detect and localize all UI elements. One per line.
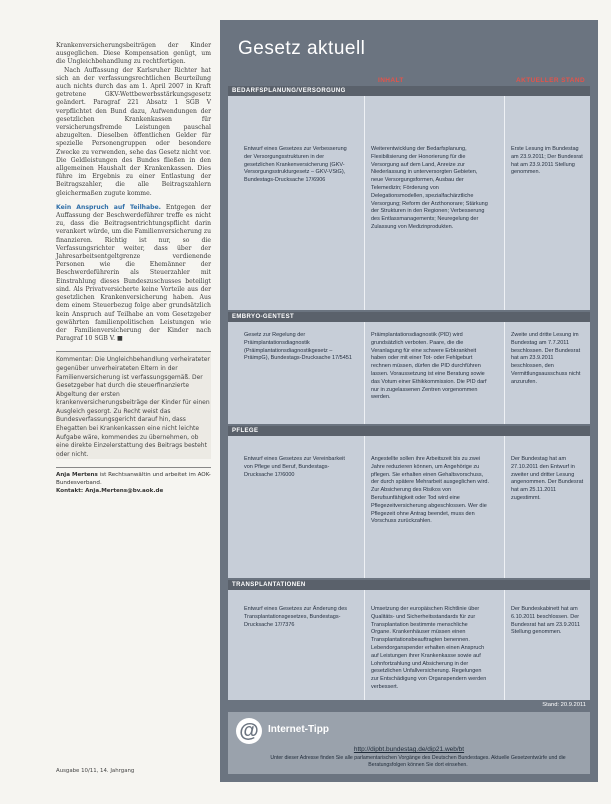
- stand-date: Stand: 20.9.2011: [542, 702, 586, 708]
- section-heading: PFLEGE: [228, 426, 590, 436]
- law-status: Zweite und dritte Lesung im Bundestag am 7.7.2011 beschlossen. Der Bundesrat hat am 23.9.2011 beschlossen, den Vermittlungsausschuss nicht anzurufen.: [511, 332, 581, 385]
- section-body: [228, 590, 590, 700]
- law-title: Entwurf eines Gesetzes zur Vereinbarkeit von Pflege und Beruf, Bundestags-Drucksache 17/6000: [244, 456, 345, 478]
- column-header-inhalt: INHALT: [378, 77, 404, 84]
- column-divider: [504, 96, 505, 310]
- law-title: Gesetz zur Regelung der Präimplantationsdiagnostik (Präimplantationsdiagnostikgesetz – PräimpG), Bundestags-Drucksache 17/5451: [244, 332, 352, 362]
- column-divider: [504, 590, 505, 700]
- internet-tip-box: [228, 712, 590, 774]
- section-pflege: [228, 426, 590, 578]
- author-contact-email[interactable]: Anja.Mertens@bv.aok.de: [85, 487, 164, 494]
- section-body: [228, 96, 590, 310]
- article-subheading: Kein Anspruch auf Teilhabe.: [56, 203, 161, 211]
- panel-title: Gesetz aktuell: [238, 38, 366, 59]
- column-divider: [364, 590, 365, 700]
- section-body: [228, 322, 590, 424]
- article-column: [56, 42, 211, 495]
- section-embryo-gentest: [228, 312, 590, 424]
- internet-tip-link[interactable]: http://dipbt.bundestag.de/dip21.web/bt: [353, 746, 465, 753]
- author-contact-label: Kontakt:: [56, 487, 86, 494]
- law-status: Der Bundestag hat am 27.10.2011 den Entwurf in zweiter und dritter Lesung angenommen. Der Bundesrat hat am 25.11.2011 zugestimmt.: [511, 456, 584, 501]
- law-content: Präimplantationsdiagnostik (PID) wird grundsätzlich verboten. Paare, die die Veranlagung für eine schwere Erbkrankheit haben oder mit einer Tot- oder Fehlgeburt rechnen müssen, dürfen die PID durchführen lassen. Voraussetzung ist eine Beratung sowie das Votum einer Ethikkommission. Die PID darf nur in zugelassenen Zentren vorgenommen werden.: [371, 332, 487, 401]
- section-body: [228, 436, 590, 578]
- author-role: ist Rechtsanwältin und arbeitet im AOK-Bundesverband.: [56, 472, 211, 487]
- section-heading: BEDARFSPLANUNG/VERSORGUNG: [228, 86, 590, 96]
- author-info: [56, 467, 211, 495]
- section-bedarfsplanung: [228, 86, 590, 310]
- law-content: Weiterentwicklung der Bedarfsplanung, Flexibilisierung der Honorierung für die Versorgung auf dem Land, Anreize zur Niederlassung in unterversorgten Gebieten, neue Versorgungsformen, Ausbau der Telemedizin; Förderung von Delegationsmodellen, spezialfachärztliche Versorgung; Reform der Arzthonorare; Stärkung der Strukturen in den Regionen; Verbesserung des Entlassmanagements; Neuregelung der Zulassung von Medizinprodukten.: [371, 146, 488, 230]
- gesetz-aktuell-panel: [220, 20, 598, 782]
- section-transplantationen: [228, 580, 590, 700]
- internet-tip-title: Internet-Tipp: [268, 724, 329, 735]
- column-header-aktueller-stand: AKTUELLER STAND: [516, 77, 586, 84]
- law-status: Erste Lesung im Bundestag am 23.9.2011; Der Bundesrat hat am 23.9.2011 Stellung genommen.: [511, 146, 583, 176]
- column-divider: [364, 96, 365, 310]
- article-paragraph-3-text: Entgegen der Auffassung der Beschwerdeführer treffe es nicht zu, dass die Beitragsentrichtungspflicht darin verankert würde, um die Familienversicherung zu finanzieren. Richtig ist nur, so die Verfassungsrichter weiter, dass über der Jahresarbeitsentgeltgrenze verdienende Personen wie die Ehemänner der Beschwerdeführerin als Steuerzahler mit Einstrahlung dieses Bundeszuschusses beteiligt sind. Als Privatversicherte keine Vorteile aus der gesetzlichen Krankenversicherung haben. Aus dem einem Steuerbezug folge aber grundsätzlich kein Anspruch auf Teilhabe an vom Gesetzgeber gewährten familienpolitischen Leistungen wie der Familienversicherung der Kinder nach Paragraf 10 SGB V. ■: [56, 203, 211, 343]
- article-paragraph-1: Krankenversicherungsbeiträgen der Kinder ausgeglichen. Diese Kompensation genügt, um die Ungleichbehandlung zu rechtfertigen.: [56, 42, 211, 66]
- column-divider: [364, 322, 365, 424]
- law-title: Entwurf eines Gesetzes zur Änderung des Transplantationsgesetzes, Bundestags-Drucksache 17/7376: [244, 606, 348, 628]
- law-title: Entwurf eines Gesetzes zur Verbesserung der Versorgungsstrukturen in der gesetzlichen Krankenversicherung (GKV-Versorgungsstrukturgesetz – GKV-VStG), Bundestags-Drucksache 17/6906: [244, 146, 347, 184]
- article-paragraph-2: Nach Auffassung der Karlsruher Richter hat sich an der verfassungsrechtlichen Beurteilung auch nichts durch das am 1. April 2007 in Kraft getretene GKV-Wettbewerbsstärkungsgesetz geändert. Paragraf 221 Absatz 1 SGB V verpflichtet den Bund dazu, Aufwendungen der gesetzlichen Krankenkassen für versicherungsfremde Leistungen pauschal abzugelten. Dieselben öffentlichen Gelder für spezielle Personengruppen oder besondere Zwecke zu verwenden, sehe das Gesetz nicht vor. Die Geldleistungen des Bundes fließen in den allgemeinen Haushalt der Krankenkassen. Dies führe im Ergebnis zu einer Entlastung der Beitragszahler, die alle Beitragszahlern gleichermaßen zugute komme.: [56, 66, 211, 197]
- law-status: Der Bundeskabinett hat am 6.10.2011 beschlossen. Der Bundesrat hat am 23.9.2011 Stellung genommen.: [511, 606, 581, 636]
- commentary-box: Kommentar: Die Ungleichbehandlung verheirateter gegenüber unverheirateten Eltern in der Familienversicherung ist verfassungsgemäß. Der Gesetzgeber hat durch die steuerfinanzierte Abgeltung der ersten krankenversicherungsbeiträge der Kinder für einen Ausgleich gesorgt. Zu Recht weist das Bundesverfassungsgericht darauf hin, dass Ehegatten bei Krankenkassen eine nicht leichte Aufgabe wäre, kommendes zu übernehmen, ob eine direkte Einzelerstattung des Beitrags besteht oder nicht.: [56, 351, 211, 459]
- law-content: Angestellte sollen ihre Arbeitszeit bis zu zwei Jahre reduzieren können, um Angehörige zu pflegen. Sie erhalten einen Gehaltsvorschuss, der durch spätere Mehrarbeit ausgeglichen wird. Zur Absicherung des Risikos von Berufsunfähigkeit oder Tod wird eine Pflegezeitversicherung abgeschlossen. Wer die Pflegezeit ohne Antrag beendet, muss den Vorschuss zurückzahlen.: [371, 456, 490, 525]
- column-divider: [504, 322, 505, 424]
- column-divider: [364, 436, 365, 578]
- column-divider: [504, 436, 505, 578]
- internet-tip-description: Unter dieser Adresse finden Sie alle parlamentarischen Vorgänge des Deutschen Bundestages. Aktuelle Gesetzentwürfe und die Beratungsfolgen können Sie dort einsehen.: [270, 755, 566, 768]
- law-content: Umsetzung der europäischen Richtlinie über Qualitäts- und Sicherheitsstandards für zur Transplantation bestimmte menschliche Organe. Krankenhäuser müssen einen Transplantationsbeauftragten benennen. Lebendorganspender erhalten einen Anspruch auf Leistungen ihrer Krankenkasse sowie auf Lohnfortzahlung und Absicherung in der gesetzlichen Unfallversicherung. Regelungen zur Entschädigung von Organspendern werden verbessert.: [371, 606, 487, 690]
- section-heading: EMBRYO-GENTEST: [228, 312, 590, 322]
- at-sign-icon: @: [236, 718, 262, 744]
- page-footer: Ausgabe 10/11, 14. Jahrgang: [56, 768, 135, 774]
- article-paragraph-3: [56, 204, 211, 343]
- section-heading: TRANSPLANTATIONEN: [228, 580, 590, 590]
- author-name: Anja Mertens: [56, 472, 98, 479]
